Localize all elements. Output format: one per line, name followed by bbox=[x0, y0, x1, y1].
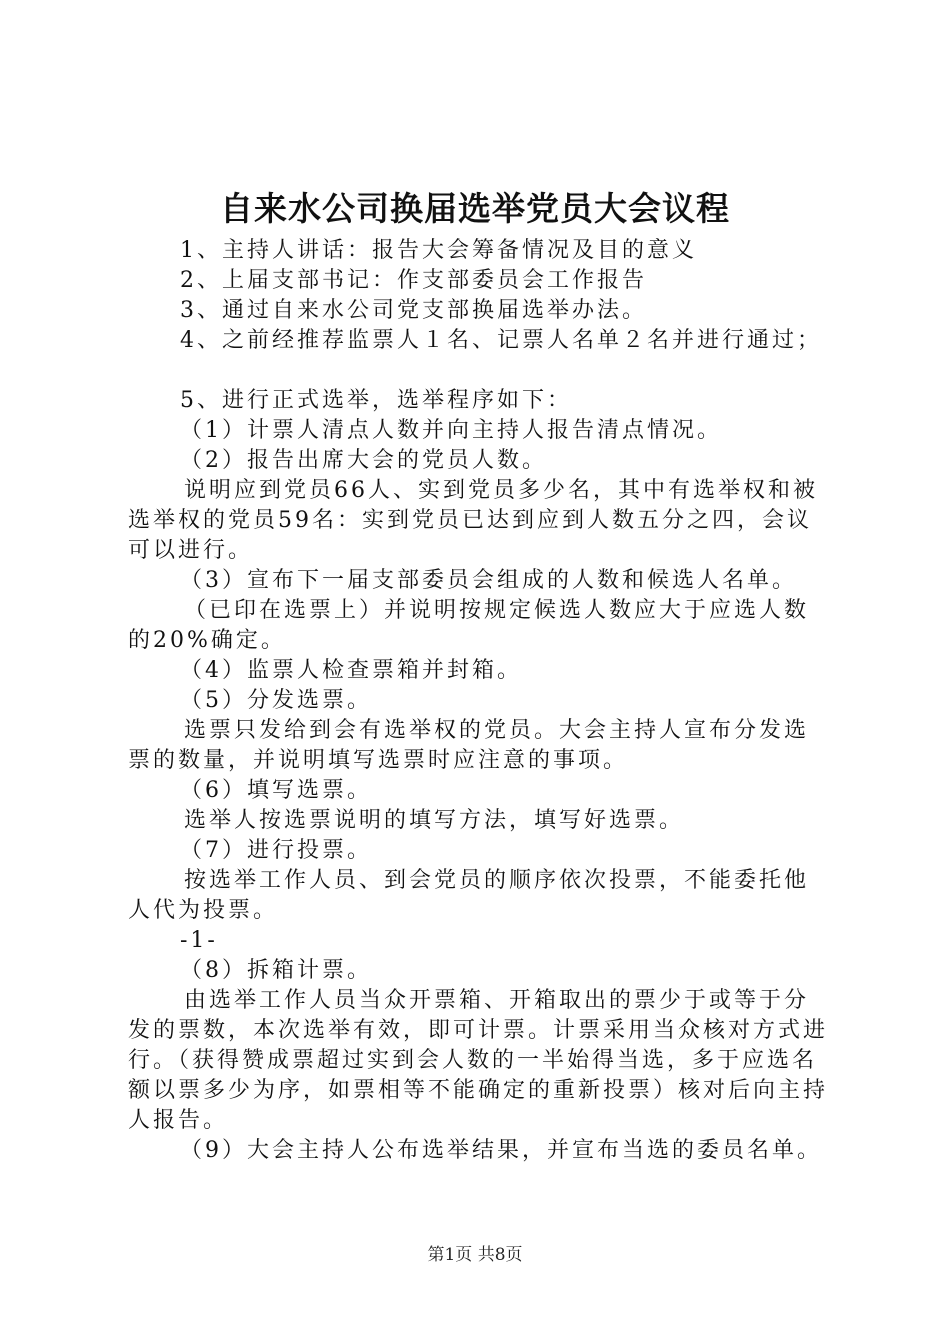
step-8: （8）拆箱计票。 bbox=[180, 958, 372, 983]
step-2: （2）报告出席大会的党员人数。 bbox=[180, 448, 547, 473]
step-3: （3）宣布下一届支部委员会组成的人数和候选人名单。 bbox=[180, 568, 797, 593]
step-6: （6）填写选票。 bbox=[180, 778, 372, 803]
agenda-item-2: 2、上届支部书记：作支部委员会工作报告 bbox=[180, 268, 647, 293]
inline-page-marker: -1- bbox=[180, 928, 218, 953]
document-body bbox=[128, 236, 830, 1166]
step-5-detail: 选票只发给到会有选举权的党员。大会主持人宣布分发选票的数量，并说明填写选票时应注意的事项。 bbox=[128, 718, 810, 773]
step-9: （9）大会主持人公布选举结果，并宣布当选的委员名单。 bbox=[180, 1138, 822, 1163]
step-4: （4）监票人检查票箱并封箱。 bbox=[180, 658, 522, 683]
blank-line bbox=[128, 356, 830, 386]
step-3-detail: （已印在选票上）并说明按规定候选人数应大于应选人数的20%确定。 bbox=[128, 598, 810, 653]
step-7-detail: 按选举工作人员、到会党员的顺序依次投票，不能委托他人代为投票。 bbox=[128, 868, 810, 923]
step-8-detail: 由选举工作人员当众开票箱、开箱取出的票少于或等于分发的票数，本次选举有效，即可计票。计票采用当众核对方式进行。（获得赞成票超过实到会人数的一半始得当选，多于应选名额以票多少为序，如票相等不能确定的重新投票）核对后向主持人报告。 bbox=[128, 988, 829, 1133]
agenda-item-4: 4、之前经推荐监票人１名、记票人名单２名并进行通过； bbox=[180, 328, 822, 353]
step-2-detail: 说明应到党员66人、实到党员多少名，其中有选举权和被选举权的党员59名：实到党员已达到应到人数五分之四，会议可以进行。 bbox=[128, 478, 818, 563]
agenda-item-1: 1、主持人讲话：报告大会筹备情况及目的意义 bbox=[180, 238, 697, 263]
step-7: （7）进行投票。 bbox=[180, 838, 372, 863]
document-title: 自来水公司换届选举党员大会议程 bbox=[220, 189, 730, 228]
agenda-item-3: 3、通过自来水公司党支部换届选举办法。 bbox=[180, 298, 647, 323]
page-footer: 第1页 共8页 bbox=[427, 1245, 523, 1265]
step-5: （5）分发选票。 bbox=[180, 688, 372, 713]
step-1: （1）计票人清点人数并向主持人报告清点情况。 bbox=[180, 418, 722, 443]
agenda-item-5: 5、进行正式选举，选举程序如下： bbox=[180, 388, 572, 413]
step-6-detail: 选举人按选票说明的填写方法，填写好选票。 bbox=[184, 808, 685, 833]
